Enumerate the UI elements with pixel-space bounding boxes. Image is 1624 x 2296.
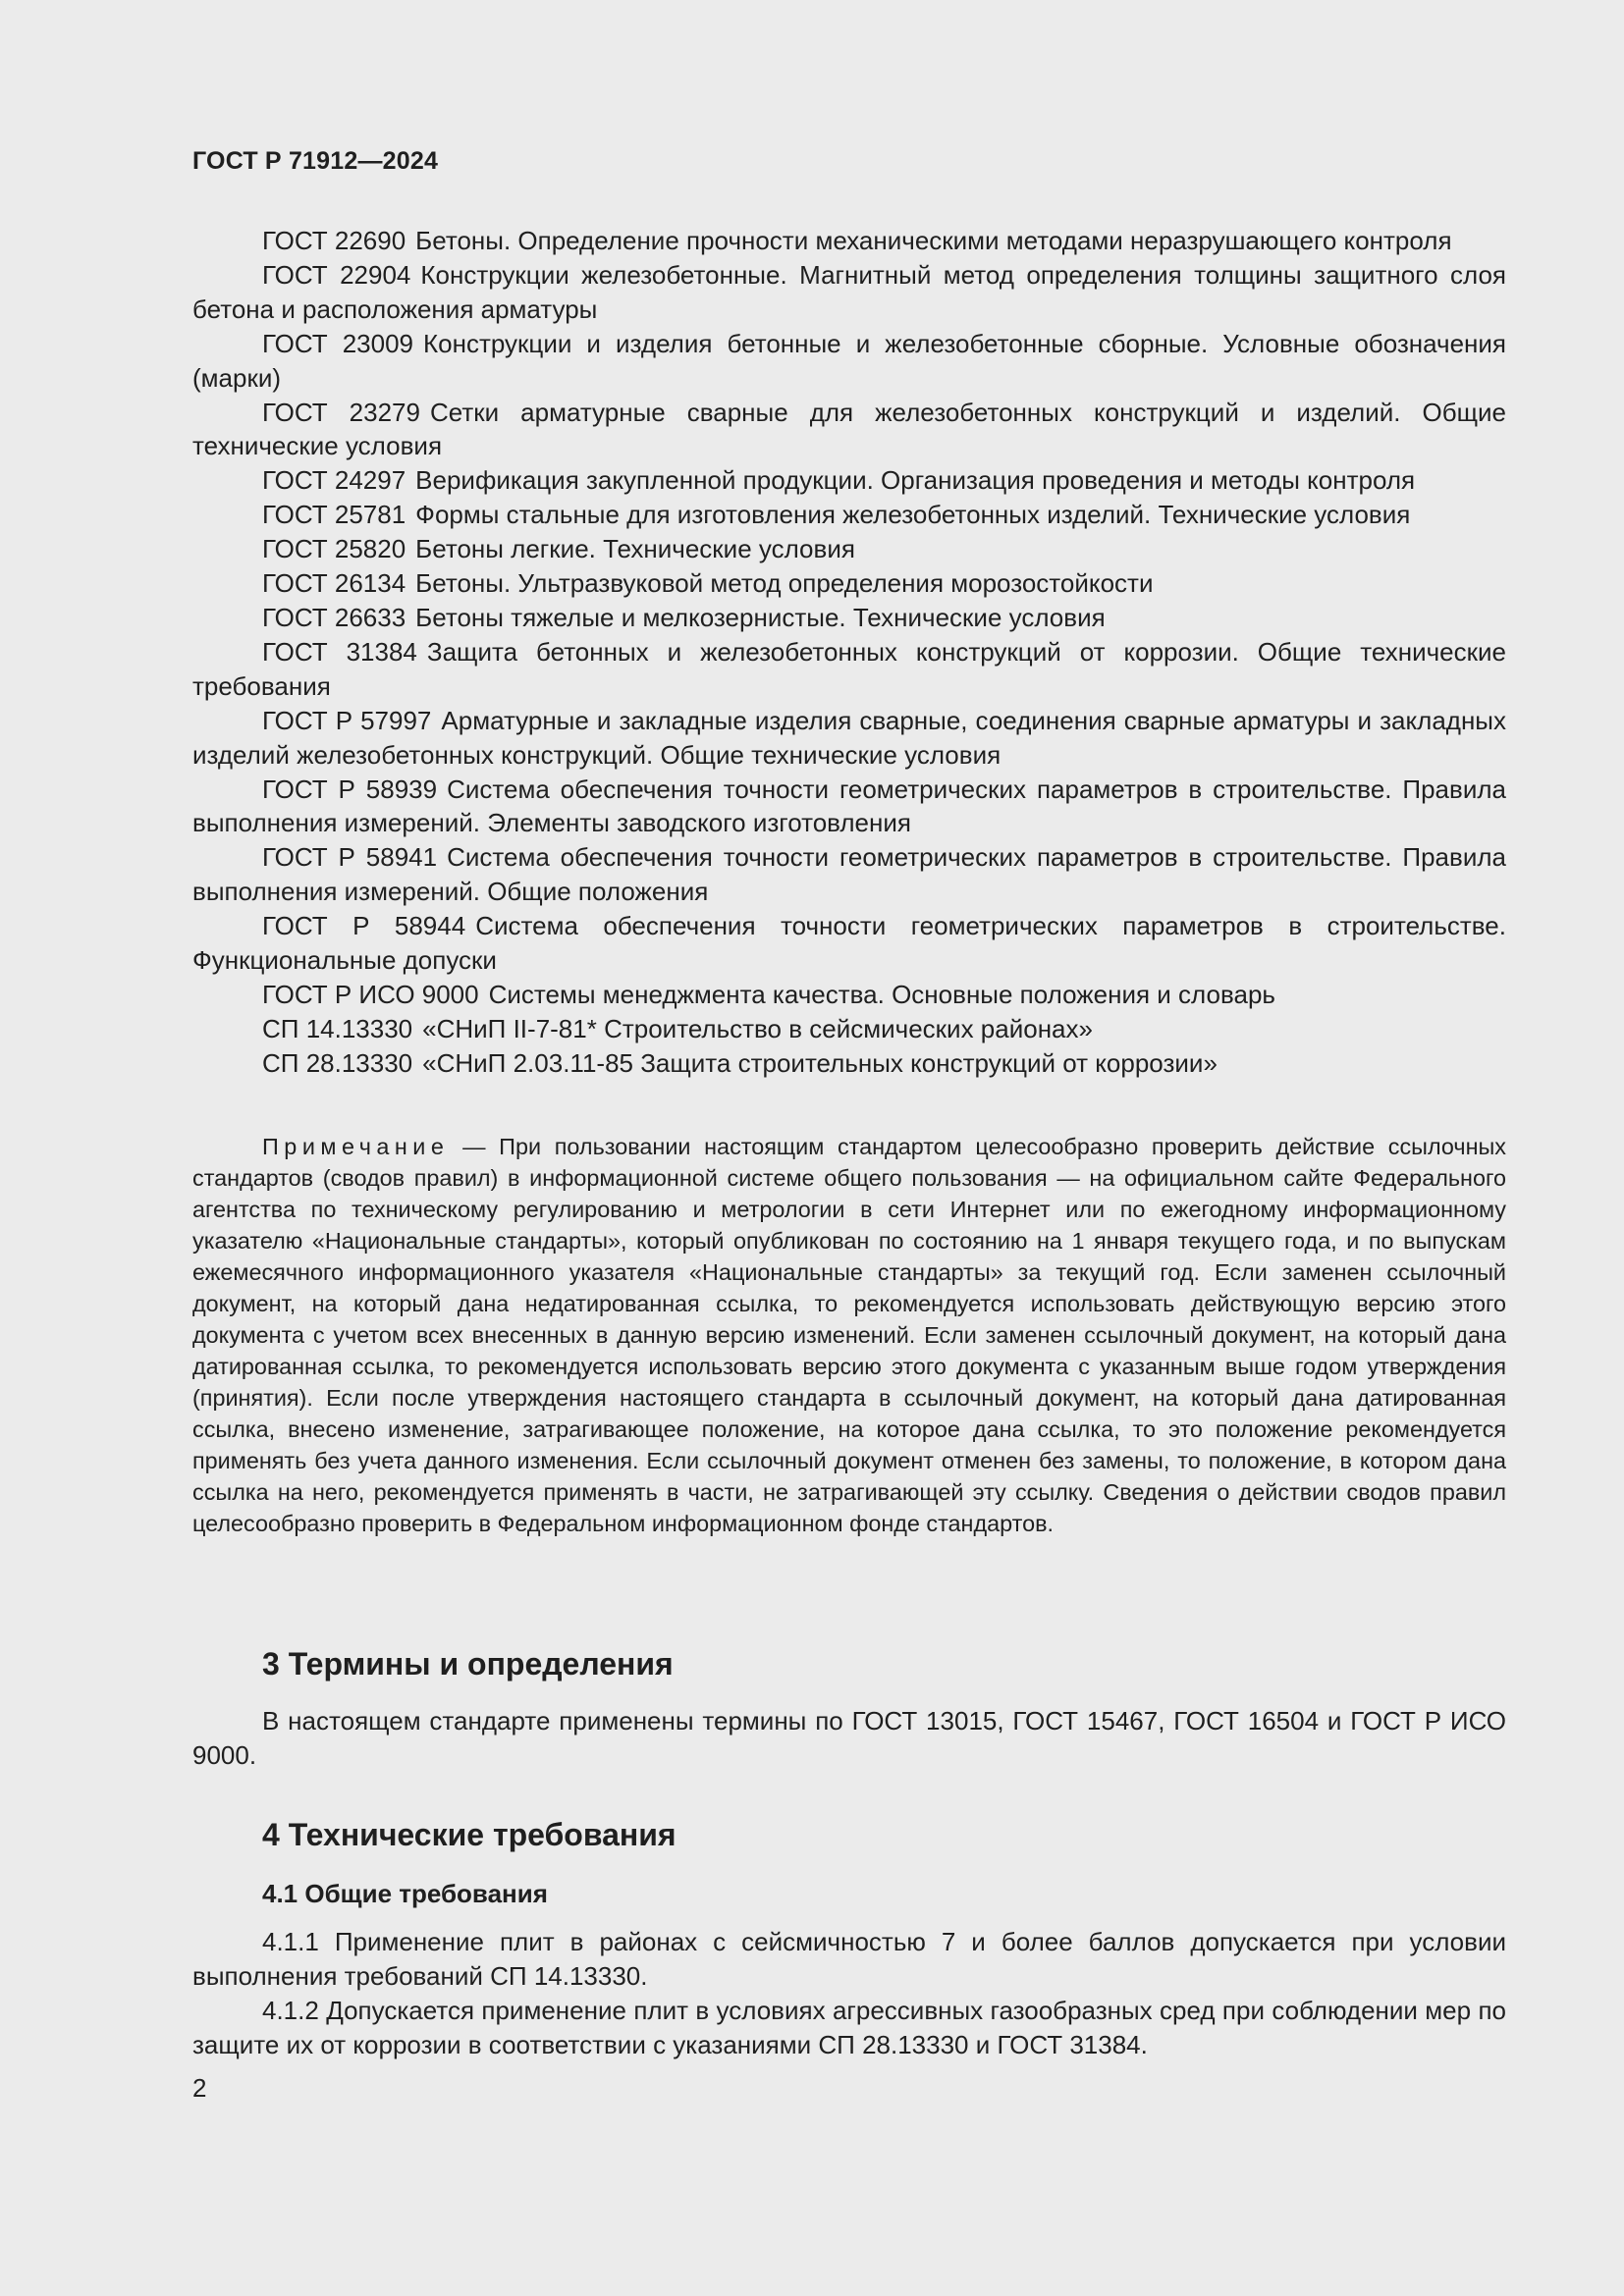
reference-code: СП 14.13330 (262, 1013, 413, 1043)
reference-title: Формы стальные для изготовления железобетонных изделий. Технические условия (415, 500, 1411, 530)
clause-4-1-1: 4.1.1 Применение плит в районах с сейсмичностью 7 и более баллов допускается при условии выполнения требований СП 14.13330. (192, 1927, 1506, 1991)
reference-item (192, 840, 1506, 909)
reference-title: Бетоны легкие. Технические условия (415, 534, 855, 564)
reference-title: «СНиП II-7-81* Строительство в сейсмических районах» (422, 1013, 1093, 1043)
reference-code: ГОСТ Р 57997 (262, 705, 432, 735)
section-4-1-heading: 4.1 Общие требования (262, 1879, 548, 1908)
reference-title: Система обеспечения точности геометрических параметров в строительстве. Правила выполнения измерений. Общие положения (192, 842, 1506, 907)
section-3-heading: 3 Термины и определения (262, 1646, 674, 1682)
reference-code: ГОСТ Р 58944 (262, 911, 466, 941)
reference-title: Система обеспечения точности геометрических параметров в строительстве. Правила выполнения измерений. Элементы заводского изготовления (192, 774, 1506, 838)
reference-title: Конструкции железобетонные. Магнитный метод определения толщины защитного слоя бетона и расположения арматуры (192, 259, 1506, 324)
references-note (192, 1131, 1506, 1539)
reference-item (192, 327, 1506, 396)
reference-item (192, 601, 1506, 635)
reference-code: СП 28.13330 (262, 1047, 413, 1078)
section-3-text: В настоящем стандарте применены термины по ГОСТ 13015, ГОСТ 15467, ГОСТ 16504 и ГОСТ Р ИСО 9000. (192, 1706, 1506, 1770)
reference-title: Система обеспечения точности геометрических параметров в строительстве. Функциональные допуски (192, 911, 1506, 976)
reference-code: ГОСТ 23009 (262, 328, 414, 358)
reference-title: Защита бетонных и железобетонных конструкций от коррозии. Общие технические требования (192, 636, 1506, 701)
reference-title: Сетки арматурные сварные для железобетонных конструкций и изделий. Общие технические условия (192, 397, 1506, 461)
reference-code: ГОСТ Р 58939 (262, 774, 438, 804)
reference-code: ГОСТ 25781 (262, 500, 406, 530)
reference-item (192, 396, 1506, 464)
reference-item (192, 566, 1506, 601)
reference-item (192, 463, 1506, 498)
reference-item (192, 1012, 1506, 1046)
normative-references-list (192, 224, 1506, 1081)
reference-code: ГОСТ 24297 (262, 465, 406, 496)
document-header: ГОСТ Р 71912—2024 (192, 147, 439, 175)
reference-code: ГОСТ 22904 (262, 259, 411, 290)
reference-item (192, 978, 1506, 1012)
reference-item (192, 704, 1506, 773)
reference-code: ГОСТ 31384 (262, 636, 417, 667)
reference-title: «СНиП 2.03.11-85 Защита строительных конструкций от коррозии» (422, 1047, 1218, 1078)
reference-item (192, 1046, 1506, 1081)
reference-title: Бетоны. Ультразвуковой метод определения морозостойкости (415, 568, 1154, 599)
reference-title: Арматурные и закладные изделия сварные, соединения сварные арматуры и закладных изделий железобетонных конструкций. Общие технические условия (192, 705, 1506, 770)
reference-code: ГОСТ 25820 (262, 534, 406, 564)
note-text: — При пользовании настоящим стандартом целесообразно проверить действие ссылочных стандартов (сводов правил) в информационной системе общего пользования — на официальном сайте Федерального агентства по техническому регулированию и метрологии в сети Интернет или по ежегодному информационному указателю «Национальные стандарты», который опубликован по состоянию на 1 января текущего года, и по выпускам ежемесячного информационного указателя «Национальные стандарты» за текущий год. Если заменен ссылочный документ, на который дана недатированная ссылка, то рекомендуется использовать действующую версию этого документа с учетом всех внесенных в данную версию изменений. Если заменен ссылочный документ, на который дана датированная ссылка, то рекомендуется использовать версию этого документа с указанным выше годом утверждения (принятия). Если после утверждения настоящего стандарта в ссылочный документ, на который дана датированная ссылка, внесено изменение, затрагивающее положение, на которое дана ссылка, то это положение рекомендуется применять без учета данного изменения. Если ссылочный документ отменен без замены, то положение, в котором дана ссылка на него, рекомендуется применять в части, не затрагивающей эту ссылку. Сведения о действии сводов правил целесообразно проверить в Федеральном информационном фонде стандартов. (192, 1134, 1507, 1536)
reference-code: ГОСТ 26134 (262, 568, 406, 599)
reference-code: ГОСТ Р ИСО 9000 (262, 979, 479, 1009)
reference-code: ГОСТ 26633 (262, 602, 406, 632)
note-label: Примечание (262, 1134, 450, 1159)
reference-item (192, 498, 1506, 532)
reference-item (192, 773, 1506, 841)
page-number: 2 (192, 2073, 207, 2103)
reference-title: Верификация закупленной продукции. Организация проведения и методы контроля (415, 465, 1416, 496)
reference-item (192, 635, 1506, 704)
reference-item (192, 532, 1506, 566)
reference-code: ГОСТ 23279 (262, 397, 420, 427)
reference-item (192, 224, 1506, 258)
reference-item (192, 258, 1506, 327)
reference-code: ГОСТ Р 58941 (262, 842, 438, 873)
reference-title: Бетоны тяжелые и мелкозернистые. Технические условия (415, 602, 1106, 632)
reference-title: Системы менеджмента качества. Основные положения и словарь (488, 979, 1275, 1009)
reference-code: ГОСТ 22690 (262, 226, 406, 255)
reference-title: Конструкции и изделия бетонные и железобетонные сборные. Условные обозначения (марки) (192, 328, 1506, 393)
reference-item (192, 909, 1506, 978)
reference-title: Бетоны. Определение прочности механическими методами неразрушающего контроля (415, 226, 1452, 255)
section-4-heading: 4 Технические требования (262, 1817, 677, 1852)
clause-4-1-2: 4.1.2 Допускается применение плит в условиях агрессивных газообразных сред при соблюдении мер по защите их от коррозии в соответствии с указаниями СП 28.13330 и ГОСТ 31384. (192, 1996, 1506, 2059)
